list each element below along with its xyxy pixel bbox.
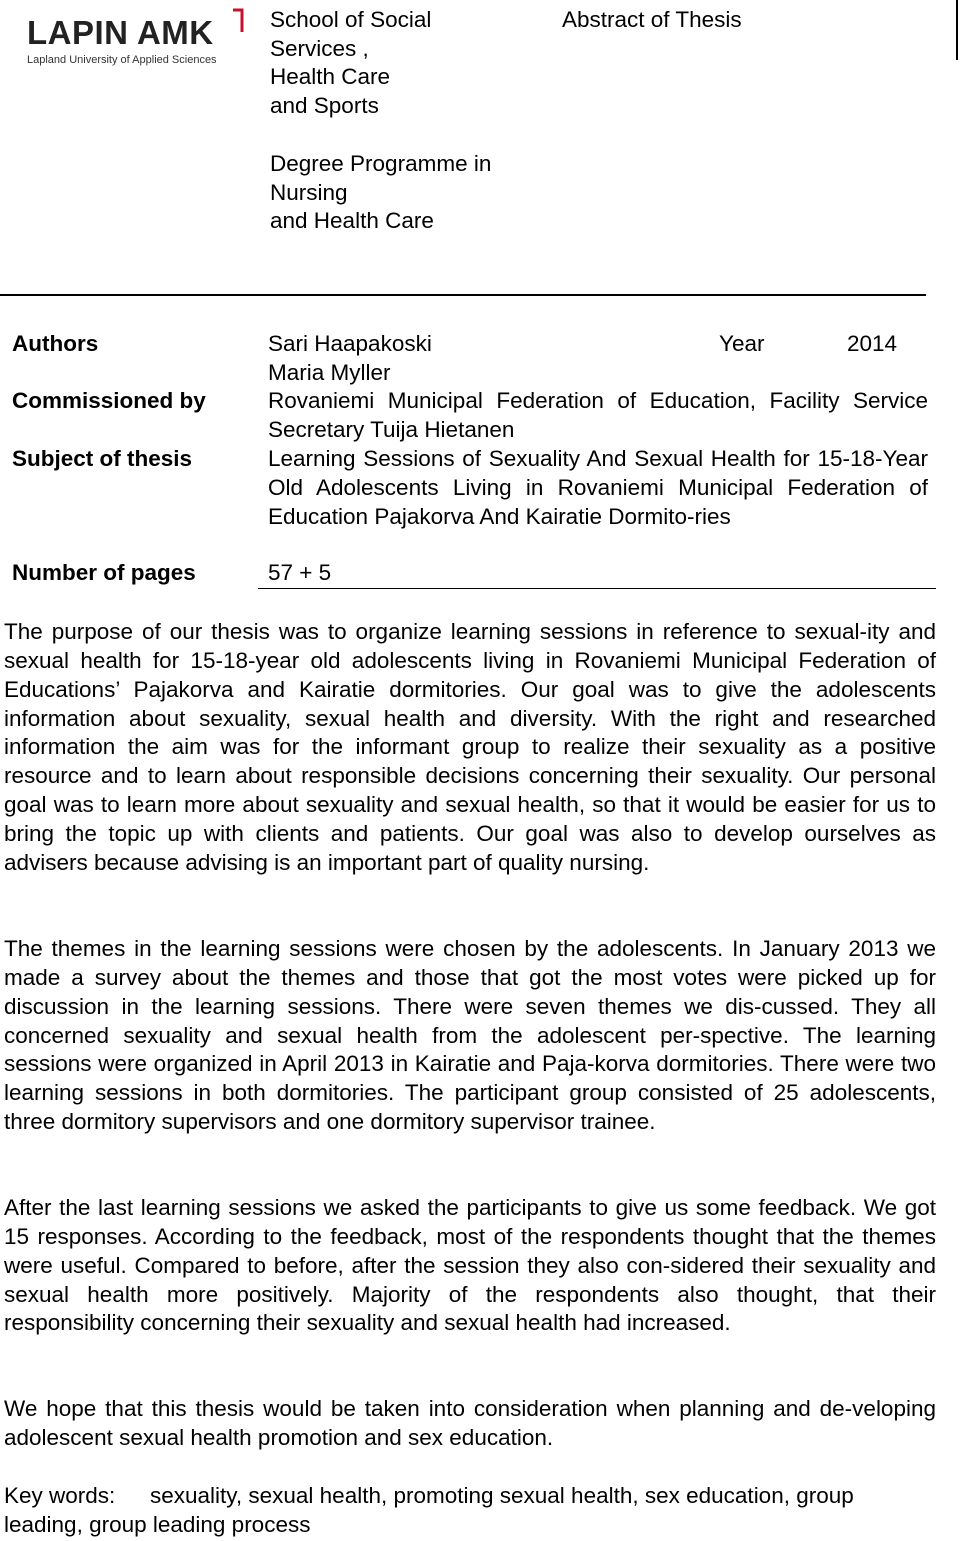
pages-label: Number of pages <box>12 560 196 585</box>
logo-wordmark: LAPIN AMK <box>27 14 214 51</box>
degree-line: and Health Care <box>270 208 434 234</box>
commissioned-label: Commissioned by <box>12 388 206 413</box>
pages-value: 57 + 5 <box>268 560 332 585</box>
logo-subtitle: Lapland University of Applied Sciences <box>27 54 217 66</box>
keywords-label: Key words: <box>4 1483 116 1508</box>
subject-label: Subject of thesis <box>12 446 193 471</box>
document-type: Abstract of Thesis <box>562 7 742 32</box>
keywords <box>4 1482 936 1540</box>
school-line: and Sports <box>270 92 379 118</box>
degree-programme <box>270 150 491 236</box>
author-name: Maria Myller <box>268 359 391 385</box>
author-name: Sari Haapakoski <box>268 331 432 356</box>
logo-accent-mark <box>232 8 244 34</box>
authors-value <box>268 330 928 388</box>
corner-marker <box>956 0 958 60</box>
abstract-paragraph: After the last learning sessions we asked the participants to give us some feedback. We got 15 responses. According to the feedback, most of the respondents thought that the themes were useful. Compared to before, after the session they also con-sidered their sexuality and sexual health more positively. Majority of the respondents also thought, that their responsibility concerning their sexuality and sexual health had increased. <box>4 1195 936 1336</box>
header-divider <box>0 294 926 296</box>
university-logo <box>24 8 246 68</box>
school-line: Services , <box>270 35 369 61</box>
keywords-value: sexuality, sexual health, promoting sexual health, sex education, group leading, group leading process <box>4 1483 854 1537</box>
abstract-paragraph: The themes in the learning sessions were chosen by the adolescents. In January 2013 we made a survey about the themes and those that got the most votes were picked up for discussion in the learning sessions. There were seven themes we dis-cussed. They all concerned sexuality and sexual health from the adolescent per-spective. The learning sessions were organized in April 2013 in Kairatie and Paja-korva dormitories. There were two learning sessions in both dormitories. The participant group consisted of 25 adolescents, three dormitory supervisors and one dormitory supervisor trainee. <box>4 936 936 1135</box>
year-value: 2014 <box>847 331 898 356</box>
school-line: School of Social <box>270 7 432 32</box>
school-line: Health Care <box>270 64 391 90</box>
authors-label: Authors <box>12 331 99 356</box>
school-name <box>270 6 431 120</box>
commissioned-value: Rovaniemi Municipal Federation of Education, Facility Service Secretary Tuija Hietanen <box>268 388 928 442</box>
abstract-paragraph: We hope that this thesis would be taken into consideration when planning and de-veloping adolescent sexual health promotion and sex education. <box>4 1396 936 1450</box>
degree-line: Nursing <box>270 179 348 205</box>
abstract-paragraph: The purpose of our thesis was to organize learning sessions in reference to sexual-ity and sexual health for 15-18-year old adolescents living in Rovaniemi Municipal Federation of Educations’ Pajakorva and Kairatie dormitories. Our goal was to give the adolescents information about sexuality, sexual health and diversity. With the right and researched information the aim was for the informant group to realize their sexuality as a positive resource and to learn about responsible decisions concerning their sexuality. Our personal goal was to learn more about sexuality and sexual health, so that it would be easier for us to bring the topic up with clients and patients. Our goal was also to develop ourselves as advisers because advising is an important part of quality nursing. <box>4 619 936 875</box>
year-label: Year <box>719 331 765 356</box>
info-table-divider <box>258 588 936 589</box>
degree-line: Degree Programme in <box>270 151 492 176</box>
subject-value: Learning Sessions of Sexuality And Sexual Health for 15-18-Year Old Adolescents Living in Rovaniemi Municipal Federation of Education Pajakorva And Kairatie Dormito-ries <box>268 446 928 529</box>
